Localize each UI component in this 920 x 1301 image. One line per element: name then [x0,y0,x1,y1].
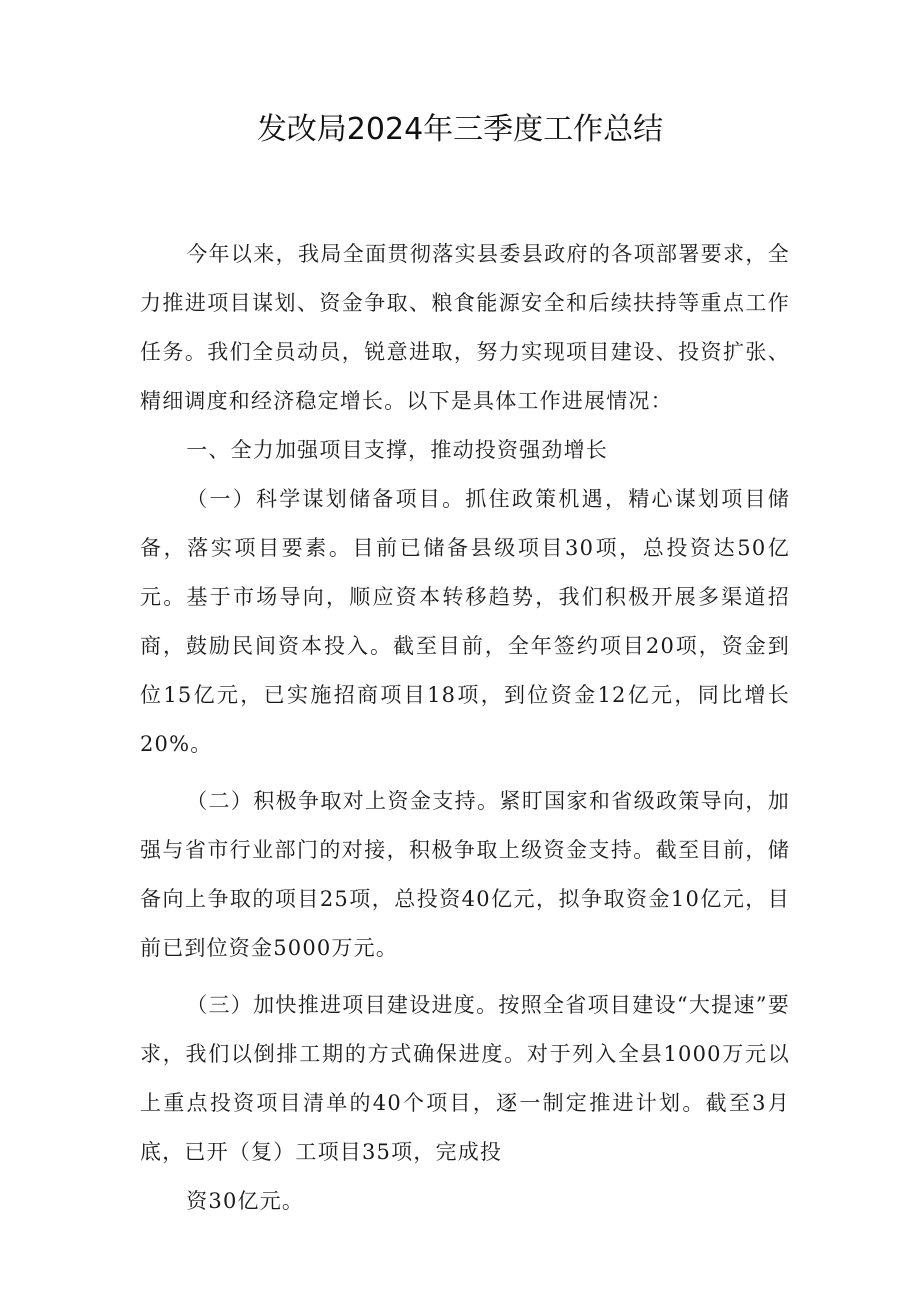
paragraph-trailing-line: 资30亿元。 [186,1189,305,1213]
paragraph-item-3: （三）加快推进项目建设进度。按照全省项目建设“大提速”要求，我们以倒排工期的方式确保进度。对于列入全县1000万元以上重点投资项目清单的40个项目，逐一制定推进计划。截至3月底，已开（复）工项目35项，完成投 [140,993,790,1164]
paragraph-item-1: （一）科学谋划储备项目。抓住政策机遇，精心谋划项目储备，落实项目要素。目前已储备县级项目30项，总投资达50亿元。基于市场导向，顺应资本转移趋势，我们积极开展多渠道招商，鼓励民间资本投入。截至目前，全年签约项目20项，资金到位15亿元，已实施招商项目18项，到位资金12亿元，同比增长20%。 [140,487,790,756]
section-heading-1: 一、全力加强项目支撑，推动投资强劲增长 [186,438,608,462]
paragraph-item-2: （二）积极争取对上资金支持。紧盯国家和省级政策导向，加强与省市行业部门的对接，积极争取上级资金支持。截至目前，储备向上争取的项目25项，总投资40亿元，拟争取资金10亿元，目前已到位资金5000万元。 [140,789,790,960]
document-body [140,230,790,1226]
document-title: 发改局2024年三季度工作总结 [256,112,664,147]
paragraph-intro: 今年以来，我局全面贯彻落实县委县政府的各项部署要求，全力推进项目谋划、资金争取、粮食能源安全和后续扶持等重点工作任务。我们全员动员，锐意进取，努力实现项目建设、投资扩张、精细调度和经济稳定增长。以下是具体工作进展情况： [140,242,790,413]
